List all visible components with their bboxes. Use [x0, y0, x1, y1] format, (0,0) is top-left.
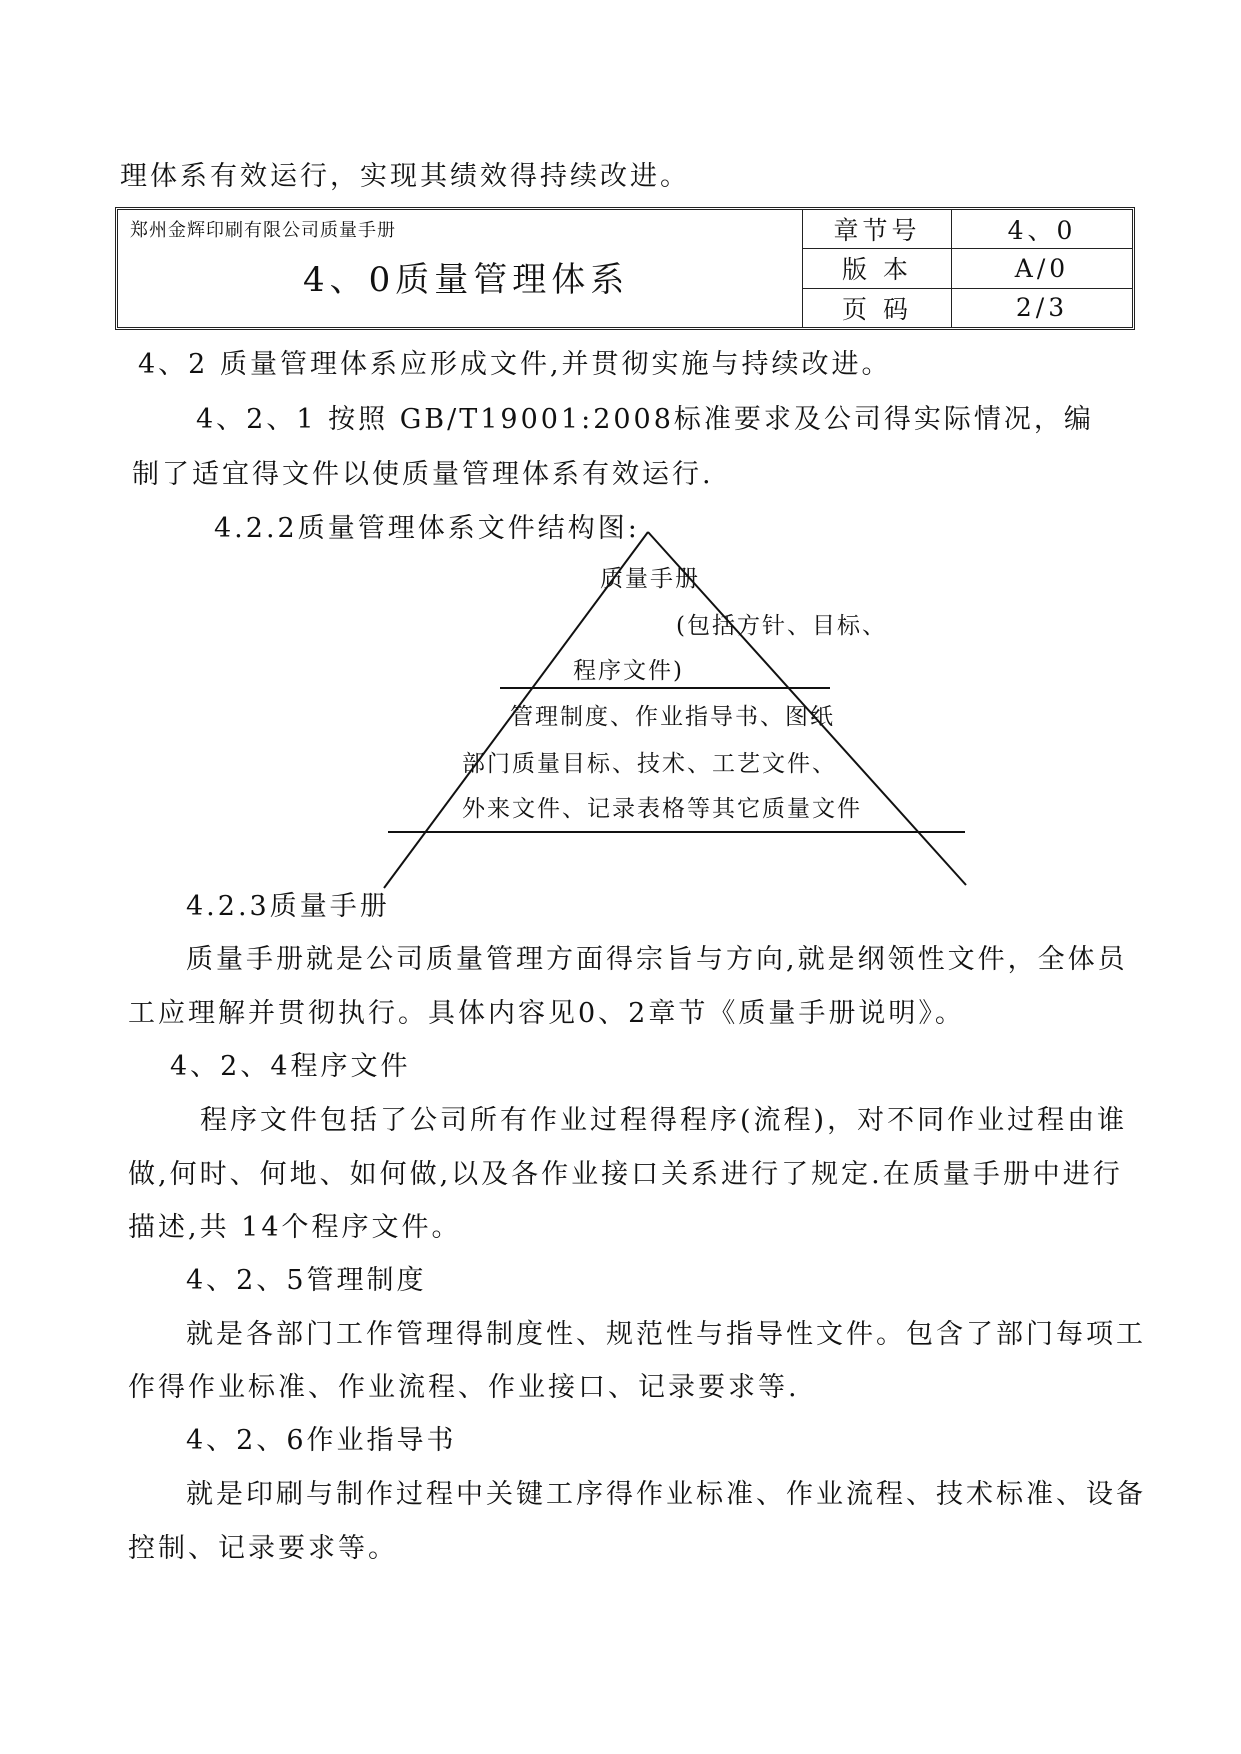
section-4-2-6-line1: 就是印刷与制作过程中关键工序得作业标准、作业流程、技术标准、设备: [186, 1479, 1146, 1510]
company-name: 郑州金辉印刷有限公司质量手册: [130, 220, 396, 241]
meta-value: 2/3: [1015, 293, 1069, 323]
section-4-2-4-title: 4、2、4程序文件: [170, 1051, 411, 1082]
section-4-2-6-title: 4、2、6作业指导书: [186, 1425, 457, 1456]
section-4-2-5-line2: 作得作业标准、作业流程、作业接口、记录要求等.: [128, 1372, 800, 1403]
section-4-2-5-line1: 就是各部门工作管理得制度性、规范性与指导性文件。包含了部门每项工: [186, 1319, 1146, 1350]
section-4-2-4-line1: 程序文件包括了公司所有作业过程得程序(流程)，对不同作业过程由谁: [200, 1105, 1128, 1136]
meta-key: 页 码: [803, 288, 952, 327]
section-4-2-6-line2: 控制、记录要求等。: [128, 1533, 398, 1564]
section-4-2: 4、2 质量管理体系应形成文件,并贯彻实施与持续改进。: [138, 349, 892, 380]
section-4-2-3-line1: 质量手册就是公司质量管理方面得宗旨与方向,就是纲领性文件，全体员: [186, 944, 1128, 975]
meta-value: 4、0: [952, 210, 1133, 249]
meta-value: A/0: [952, 249, 1133, 288]
section-4-2-3-title: 4.2.3质量手册: [186, 891, 390, 922]
section-4-2-3-line2: 工应理解并贯彻执行。具体内容见0、2章节《质量手册说明》。: [128, 998, 965, 1029]
pyramid-mid-label-1: 管理制度、作业指导书、图纸: [510, 704, 835, 730]
page-title: 4、0质量管理体系: [303, 260, 630, 300]
meta-key: 版 本: [803, 249, 952, 288]
section-4-2-1-line1: 4、2、1 按照 GB/T19001:2008标准要求及公司得实际情况，编: [196, 404, 1094, 435]
section-4-2-2: 4.2.2质量管理体系文件结构图:: [214, 513, 640, 544]
continued-text: 理体系有效运行，实现其绩效得持续改进。: [120, 161, 690, 192]
pyramid-mid-label-3: 外来文件、记录表格等其它质量文件: [462, 796, 862, 822]
pyramid-top-label-1: 质量手册: [600, 566, 700, 592]
meta-key: 章节号: [803, 210, 952, 249]
pyramid-mid-label-2: 部门质量目标、技术、工艺文件、: [462, 751, 837, 777]
section-4-2-5-title: 4、2、5管理制度: [186, 1265, 427, 1296]
pyramid-top-label-3: 程序文件): [573, 658, 684, 684]
pyramid-top-label-2: (包括方针、目标、: [676, 613, 887, 639]
section-4-2-4-line3: 描述,共 14个程序文件。: [128, 1212, 462, 1243]
section-4-2-1-line2: 制了适宜得文件以使质量管理体系有效运行.: [132, 459, 714, 490]
section-4-2-4-line2: 做,何时、何地、如何做,以及各作业接口关系进行了规定.在质量手册中进行: [128, 1159, 1123, 1190]
